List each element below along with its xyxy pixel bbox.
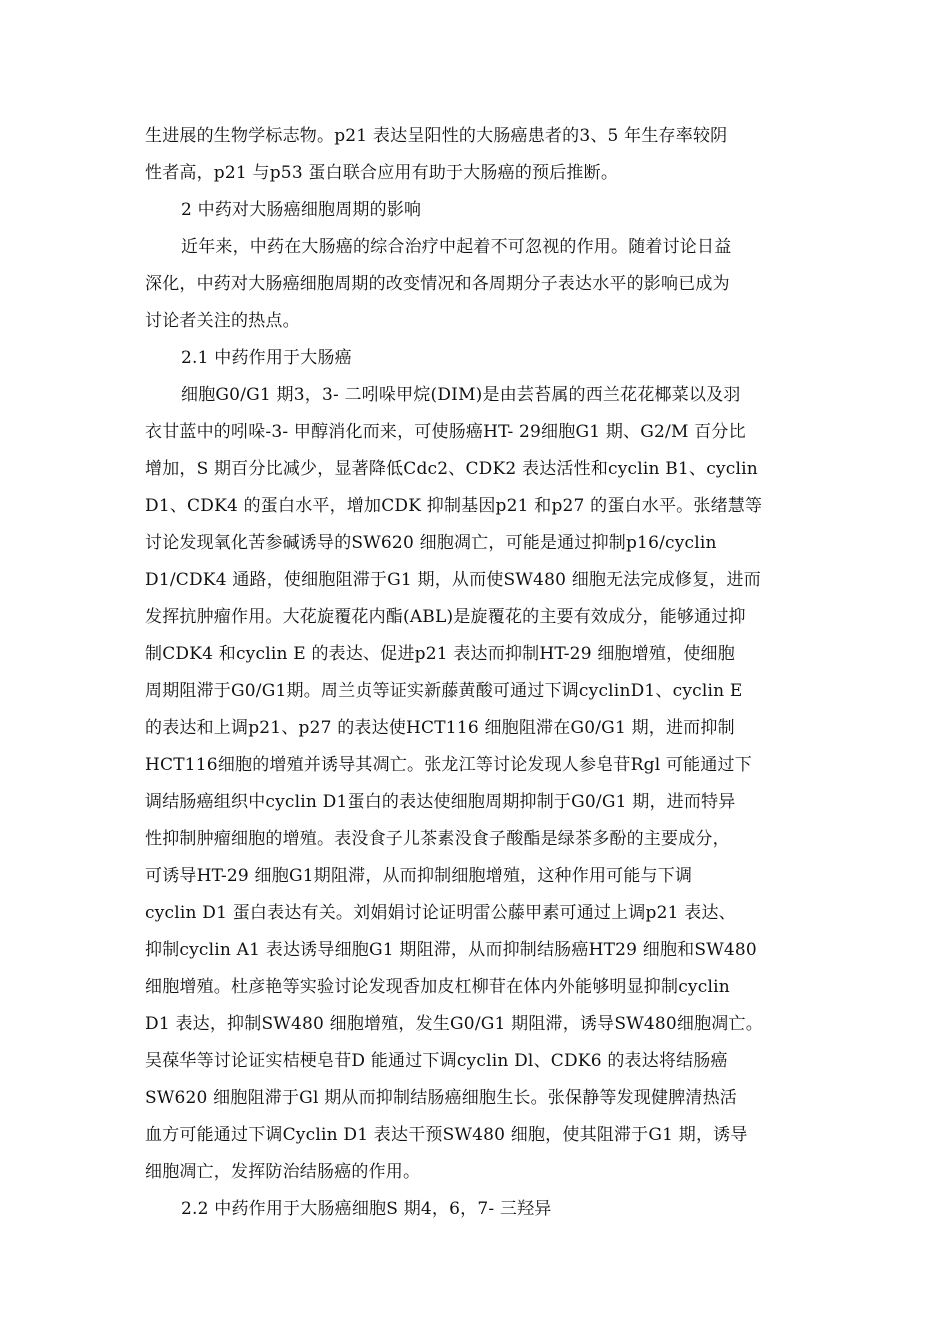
text-line: 细胞凋亡，发挥防治结肠癌的作用。 (145, 1162, 421, 1182)
text-line: 深化，中药对大肠癌细胞周期的改变情况和各周期分子表达水平的影响已成为 (145, 274, 730, 294)
text-line: 讨论发现氧化苦参碱诱导的SW620 细胞凋亡，可能是通过抑制p16/cyclin (145, 533, 717, 553)
text-line: 血方可能通过下调Cyclin D1 表达干预SW480 细胞，使其阻滞于G1 期，诱导 (145, 1125, 748, 1145)
text-line: 衣甘蓝中的吲哚-3- 甲醇消化而来，可使肠癌HT- 29细胞G1 期、G2/M 百分比 (145, 422, 746, 442)
text-line: 吴葆华等讨论证实桔梗皂苷D 能通过下调cyclin Dl、CDK6 的表达将结肠癌 (145, 1051, 728, 1071)
text-line: SW620 细胞阻滞于Gl 期从而抑制结肠癌细胞生长。张保静等发现健脾清热活 (145, 1088, 737, 1108)
text-line: 周期阻滞于G0/G1期。周兰贞等证实新藤黄酸可通过下调cyclinD1、cyclin E (145, 681, 743, 701)
text-line: cyclin D1 蛋白表达有关。刘娟娟讨论证明雷公藤甲素可通过上调p21 表达、 (145, 903, 736, 923)
text-line: 性抑制肿瘤细胞的增殖。表没食子儿茶素没食子酸酯是绿茶多酚的主要成分， (145, 829, 730, 849)
text-line: 讨论者关注的热点。 (145, 311, 300, 331)
text-line: D1/CDK4 通路，使细胞阻滞于G1 期，从而使SW480 细胞无法完成修复，进而 (145, 570, 761, 590)
body-text (145, 118, 810, 1228)
text-line: 生进展的生物学标志物。p21 表达呈阳性的大肠癌患者的3、5 年生存率较阴 (145, 126, 728, 146)
text-line: 抑制cyclin A1 表达诱导细胞G1 期阻滞，从而抑制结肠癌HT29 细胞和SW480 (145, 940, 757, 960)
text-line: 性者高，p21 与p53 蛋白联合应用有助于大肠癌的预后推断。 (145, 163, 619, 183)
text-line: 细胞G0/G1 期3，3- 二吲哚甲烷(DIM)是由芸苔属的西兰花花椰菜以及羽 (181, 385, 741, 405)
text-line: 发挥抗肿瘤作用。大花旋覆花内酯(ABL)是旋覆花的主要有效成分，能够通过抑 (145, 607, 746, 627)
text-line: HCT116细胞的增殖并诱导其凋亡。张龙江等讨论发现人参皂苷Rgl 可能通过下 (145, 755, 752, 775)
text-line: D1、CDK4 的蛋白水平，增加CDK 抑制基因p21 和p27 的蛋白水平。张绪慧等 (145, 496, 763, 516)
text-line: D1 表达，抑制SW480 细胞增殖，发生G0/G1 期阻滞，诱导SW480细胞凋亡。 (145, 1014, 763, 1034)
text-line: 2.1 中药作用于大肠癌 (181, 348, 352, 368)
text-line: 近年来，中药在大肠癌的综合治疗中起着不可忽视的作用。随着讨论日益 (181, 237, 732, 257)
text-line: 调结肠癌组织中cyclin D1蛋白的表达使细胞周期抑制于G0/G1 期，进而特异 (145, 792, 736, 812)
text-line: 的表达和上调p21、p27 的表达使HCT116 细胞阻滞在G0/G1 期，进而抑制 (145, 718, 735, 738)
text-line: 制CDK4 和cyclin E 的表达、促进p21 表达而抑制HT-29 细胞增殖，使细胞 (145, 644, 735, 664)
text-line: 2.2 中药作用于大肠癌细胞S 期4，6，7- 三羟异 (181, 1199, 552, 1219)
text-line: 细胞增殖。杜彦艳等实验讨论发现香加皮杠柳苷在体内外能够明显抑制cyclin (145, 977, 730, 997)
text-line: 增加，S 期百分比减少，显著降低Cdc2、CDK2 表达活性和cyclin B1、cyclin (145, 459, 758, 479)
text-line: 2 中药对大肠癌细胞周期的影响 (181, 200, 422, 220)
text-line: 可诱导HT-29 细胞G1期阻滞，从而抑制细胞增殖，这种作用可能与下调 (145, 866, 693, 886)
